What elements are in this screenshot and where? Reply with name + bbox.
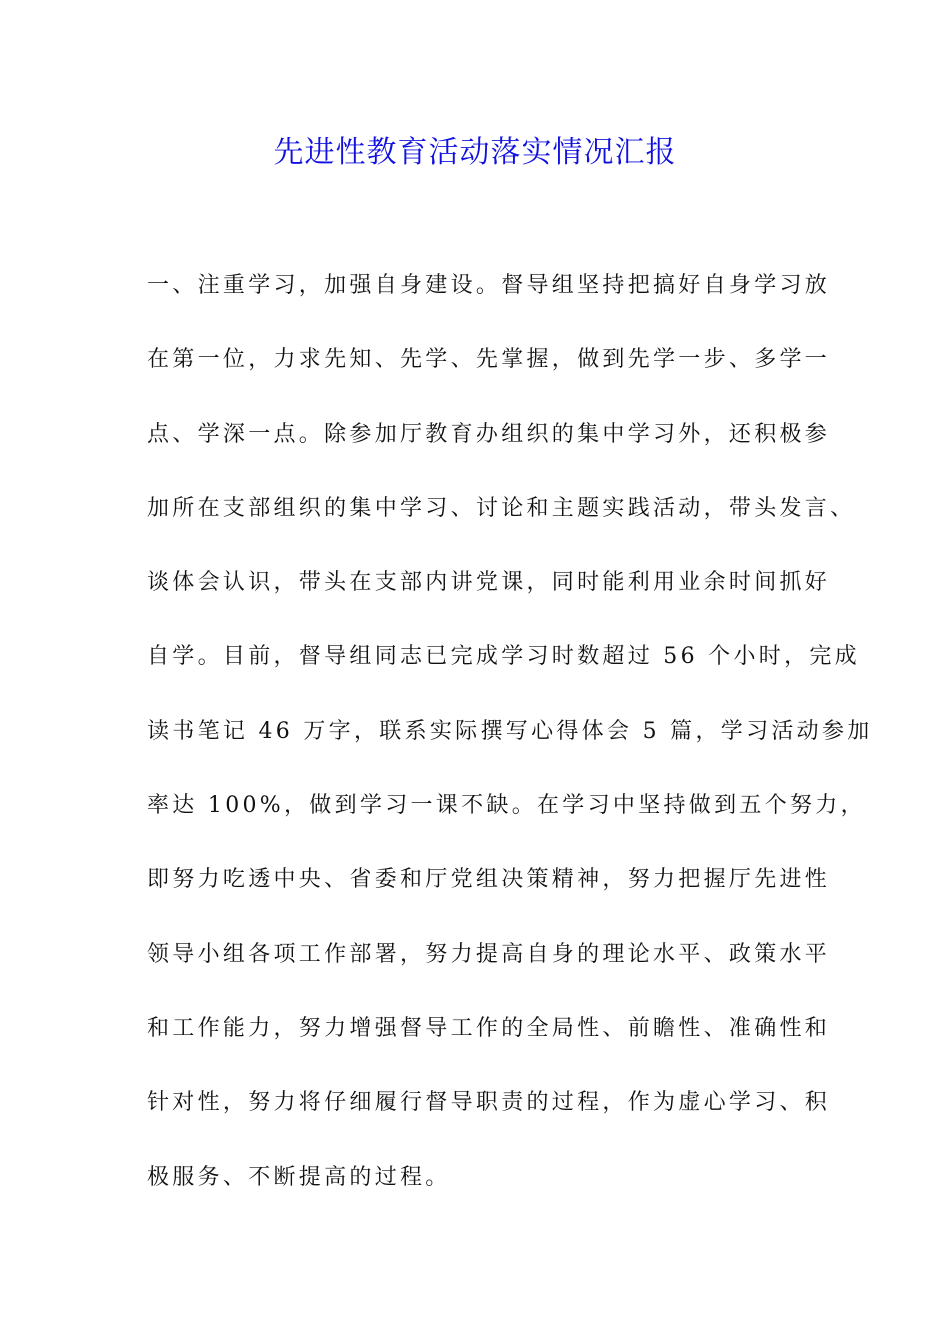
document-body	[147, 262, 873, 1228]
body-line: 一、注重学习，加强自身建设。督导组坚持把搞好自身学习放	[147, 273, 831, 298]
body-line: 自学。目前，督导组同志已完成学习时数超过 56 个小时，完成	[147, 644, 860, 670]
body-line: 在第一位，力求先知、先学、先掌握，做到先学一步、多学一	[147, 347, 831, 373]
document-title: 先进性教育活动落实情况汇报	[273, 135, 677, 170]
body-line: 率达 100%，做到学习一课不缺。在学习中坚持做到五个努力，	[147, 793, 866, 819]
body-line: 极服务、不断提高的过程。	[147, 1164, 451, 1190]
body-line: 读书笔记 46 万字，联系实际撰写心得体会 5 篇，学习活动参加	[147, 718, 873, 744]
body-line: 点、学深一点。除参加厅教育办组织的集中学习外，还积极参	[147, 421, 831, 447]
body-line: 即努力吃透中央、省委和厅党组决策精神，努力把握厅先进性	[147, 867, 831, 893]
body-line: 加所在支部组织的集中学习、讨论和主题实践活动，带头发言、	[147, 495, 856, 521]
body-line: 和工作能力，努力增强督导工作的全局性、前瞻性、准确性和	[147, 1015, 831, 1041]
body-line: 领导小组各项工作部署，努力提高自身的理论水平、政策水平	[147, 941, 831, 967]
body-line: 谈体会认识，带头在支部内讲党课，同时能利用业余时间抓好	[147, 570, 831, 596]
body-line: 针对性，努力将仔细履行督导职责的过程，作为虚心学习、积	[147, 1090, 831, 1116]
